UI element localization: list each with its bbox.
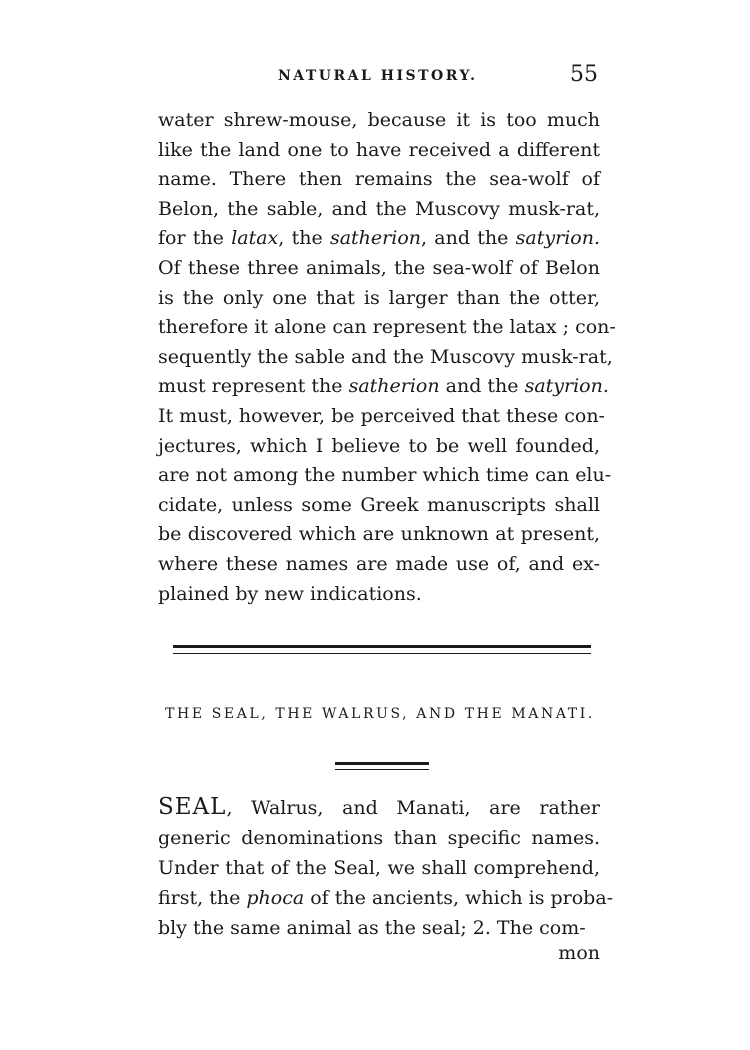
text-run: bly the same animal as the seal; 2. The com-	[158, 917, 586, 939]
text-line	[158, 313, 616, 343]
page-header	[160, 62, 600, 92]
italic-term: satyrion.	[524, 375, 609, 398]
catchword: mon	[558, 942, 600, 964]
text-line	[158, 853, 600, 883]
text-line	[158, 284, 600, 314]
text-run: , and the	[421, 227, 516, 250]
text-run: must represent the	[158, 375, 349, 398]
text-run: SEAL	[158, 794, 227, 820]
text-line	[158, 491, 600, 521]
body-paragraph	[158, 106, 616, 609]
text-line	[158, 136, 600, 166]
text-run: Under that of the Seal, we shall comprehend,	[158, 857, 600, 879]
text-run: generic denominations than specific names.	[158, 827, 600, 849]
italic-term: satyrion.	[515, 227, 600, 250]
text-run: therefore it alone can represent the latax ; con-	[158, 316, 616, 339]
running-head: NATURAL HISTORY.	[278, 68, 478, 84]
section-paragraph	[158, 792, 614, 943]
text-run: Belon, the sable, and the Muscovy musk-rat,	[158, 197, 600, 220]
text-run: jectures, which I believe to be well founded,	[158, 434, 600, 457]
text-run: of the ancients, which is proba-	[304, 887, 614, 909]
text-line	[158, 254, 600, 284]
text-line	[158, 432, 600, 462]
text-run: are not among the number which time can elu-	[158, 464, 612, 487]
text-line	[158, 823, 600, 853]
text-run: like the land one to have received a different	[158, 138, 600, 161]
text-run: be discovered which are unknown at present,	[158, 523, 600, 546]
text-line	[158, 165, 600, 195]
text-run: is the only one that is larger than the otter,	[158, 286, 600, 309]
text-line	[158, 550, 600, 580]
section-divider-rule	[173, 645, 591, 654]
italic-term: phoca	[246, 887, 305, 909]
heading-divider-rule	[335, 762, 429, 770]
section-heading: THE SEAL, THE WALRUS, AND THE MANATI.	[165, 706, 595, 722]
text-run: for the	[158, 227, 232, 250]
italic-term: latax	[231, 227, 279, 250]
text-run: cidate, unless some Greek manuscripts shall	[158, 493, 600, 516]
text-line	[158, 461, 612, 491]
text-line	[158, 402, 605, 432]
text-line	[158, 520, 600, 550]
text-run: and the	[439, 375, 525, 398]
text-run: water shrew-mouse, because it is too much	[158, 109, 600, 131]
text-line	[158, 883, 614, 913]
text-run: It must, however, be perceived that these con-	[158, 404, 605, 427]
text-run: first, the	[158, 887, 247, 909]
text-line	[158, 224, 600, 254]
text-line	[158, 913, 600, 943]
text-run: , the	[278, 227, 330, 250]
text-line	[158, 792, 600, 823]
italic-term: satherion	[329, 227, 421, 250]
text-line	[158, 372, 609, 402]
text-run: name. There then remains the sea-wolf of	[158, 168, 600, 191]
page-number: 55	[570, 62, 598, 87]
italic-term: satherion	[348, 375, 440, 398]
text-run: , Walrus, and Manati, are rather	[226, 797, 600, 819]
text-run: plained by new indications.	[158, 582, 422, 605]
text-line	[158, 343, 613, 373]
text-line	[158, 195, 600, 225]
text-line	[158, 106, 600, 136]
text-run: sequently the sable and the Muscovy musk-rat,	[158, 345, 613, 368]
text-line	[158, 580, 600, 610]
text-run: Of these three animals, the sea-wolf of Belon	[158, 256, 600, 279]
text-run: where these names are made use of, and ex-	[158, 552, 600, 575]
